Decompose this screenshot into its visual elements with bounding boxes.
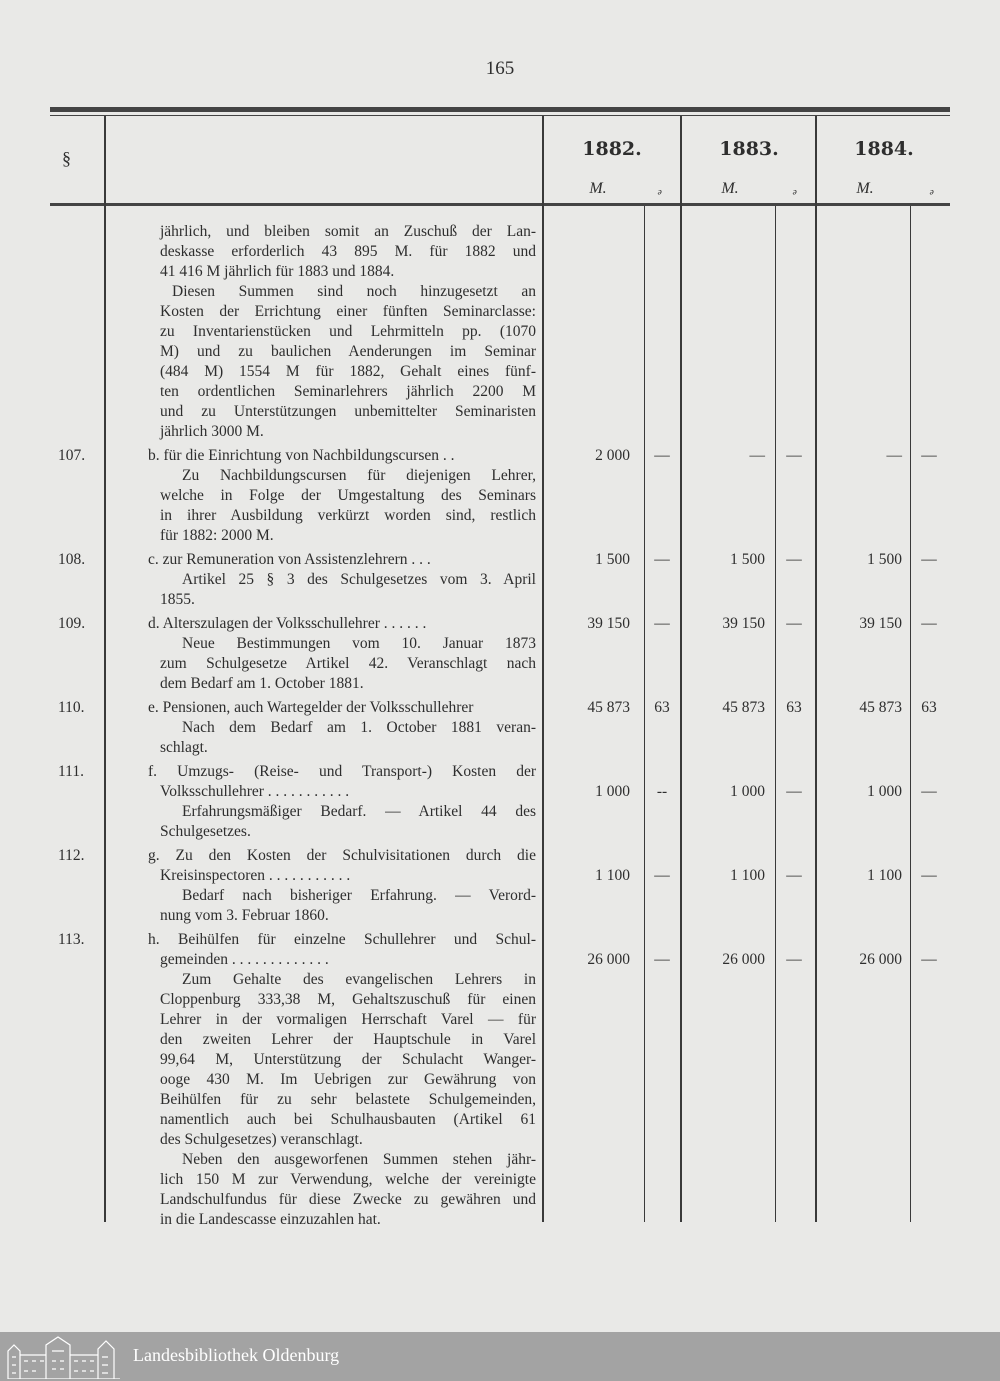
amount-pfennig: — <box>786 783 802 800</box>
note-line: zum Schulgesetze Artikel 42. Veranschlagt nach <box>160 655 536 672</box>
note-line: Erfahrungsmäßiger Bedarf. — Artikel 44 des <box>182 803 536 820</box>
library-name: Landesbibliothek Oldenburg <box>133 1345 340 1365</box>
amount-mark: 26 000 <box>859 951 902 968</box>
note-line: Bedarf nach bisheriger Erfahrung. — Verord- <box>182 887 536 904</box>
amount-mark: 26 000 <box>587 951 630 968</box>
amount-pfennig: — <box>654 951 670 968</box>
amount-mark: — <box>749 447 765 464</box>
amount-pfennig: — <box>921 867 937 884</box>
amount-mark: 45 873 <box>587 699 630 716</box>
column-divider <box>680 116 682 1222</box>
note-line: schlagt. <box>160 739 208 756</box>
amount-pfennig: — <box>786 951 802 968</box>
amount-mark: 45 873 <box>859 699 902 716</box>
text-line: Kosten der Errichtung einer fünften Seminarclasse: <box>160 303 536 320</box>
column-divider <box>542 116 544 1222</box>
section-number: 109. <box>58 615 86 632</box>
section-number: 107. <box>58 447 86 464</box>
text-line: 41 416 M jährlich für 1883 und 1884. <box>160 263 395 280</box>
amount-mark: 39 150 <box>859 615 902 632</box>
text-line: M) und zu baulichen Aenderungen im Seminar <box>160 343 536 360</box>
mark-unit: M. <box>721 180 739 197</box>
item-label-line: c. zur Remuneration von Assistenzlehrern . . . <box>148 551 431 568</box>
text-line: deskasse erforderlich 43 895 M. für 1882 und <box>160 243 536 260</box>
amount-pfennig: — <box>921 615 937 632</box>
note-line: namentlich auch bei Schulhausbauten (Artikel 61 <box>160 1111 536 1128</box>
amount-pfennig: — <box>921 551 937 568</box>
note-line: lich 150 M zur Verwendung, welche der vereinigte <box>160 1171 536 1188</box>
section-number: 113. <box>58 931 85 948</box>
item-label-line: Volksschullehrer . . . . . . . . . . . <box>160 783 350 800</box>
item-label-line: d. Alterszulagen der Volksschullehrer . . . . . . <box>148 615 427 632</box>
note-line: in ihrer Ausbildung verkürzt worden sind, restlich <box>160 507 536 524</box>
amount-pfennig: — <box>921 783 937 800</box>
note-line: Landschulfundus für diese Zwecke zu gewähren und <box>160 1191 536 1208</box>
note-line: Neben den ausgeworfenen Summen stehen jähr- <box>182 1151 536 1168</box>
amount-pfennig: 63 <box>654 699 670 716</box>
page-number: 165 <box>485 58 515 79</box>
note-line: in die Landescasse einzuzahlen hat. <box>160 1211 381 1228</box>
note-line: Lehrer in der vormaligen Herrschaft Varel — für <box>160 1011 536 1028</box>
text-line: jährlich, und bleiben somit an Zuschuß der Lan- <box>160 223 536 240</box>
note-line: für 1882: 2000 M. <box>160 527 274 544</box>
pfennig-unit: ₔ <box>792 180 798 197</box>
item-label-line: h. Beihülfen für einzelne Schullehrer und Schul- <box>148 931 536 948</box>
amount-pfennig: — <box>786 615 802 632</box>
note-line: den zweiten Lehrer der Hauptschule in Varel <box>160 1031 536 1048</box>
section-number: 108. <box>58 551 86 568</box>
section-number: 111. <box>58 763 84 780</box>
amount-mark: 1 100 <box>730 867 765 884</box>
amount-mark: 1 500 <box>595 551 630 568</box>
amount-pfennig: 63 <box>786 699 802 716</box>
mark-unit: M. <box>856 180 874 197</box>
amount-mark: 1 500 <box>867 551 902 568</box>
amount-mark: 39 150 <box>587 615 630 632</box>
note-line: Neue Bestimmungen vom 10. Januar 1873 <box>182 635 536 652</box>
amount-pfennig: 63 <box>921 699 937 716</box>
item-label-line: Kreisinspectoren . . . . . . . . . . . <box>160 867 351 884</box>
note-line: Zum Gehalte des evangelischen Lehrers in <box>182 971 536 988</box>
amount-pfennig: — <box>654 551 670 568</box>
item-label-line: b. für die Einrichtung von Nachbildungscursen . . <box>148 447 455 464</box>
amount-mark: 1 100 <box>595 867 630 884</box>
amount-pfennig: — <box>786 447 802 464</box>
year-1882: 1882. <box>582 138 642 160</box>
item-label-line: gemeinden . . . . . . . . . . . . . <box>160 951 329 968</box>
amount-pfennig: -- <box>656 783 668 800</box>
amount-pfennig: — <box>921 951 937 968</box>
amount-mark: 26 000 <box>722 951 765 968</box>
library-building-logo <box>6 1335 122 1379</box>
footer-bar <box>0 1332 1000 1381</box>
section-number: 112. <box>58 847 85 864</box>
text-line: (484 M) 1554 M für 1882, Gehalt eines fünf- <box>160 363 536 380</box>
pf-divider <box>910 206 911 1222</box>
note-line: Beihülfen für zu sehr belastete Schulgemeinden, <box>160 1091 536 1108</box>
note-line: nung vom 3. Februar 1860. <box>160 907 329 924</box>
top-thick-rule <box>50 107 950 112</box>
note-line: Zu Nachbildungscursen für diejenigen Lehrer, <box>182 467 536 484</box>
note-line: dem Bedarf am 1. October 1881. <box>160 675 364 692</box>
year-1884: 1884. <box>854 138 914 160</box>
text-line: jährlich 3000 M. <box>160 423 264 440</box>
amount-pfennig: — <box>921 447 937 464</box>
note-line: Nach dem Bedarf am 1. October 1881 veran- <box>182 719 536 736</box>
note-line: 99,64 M, Unterstützung der Schulacht Wanger- <box>160 1051 536 1068</box>
amount-mark: 2 000 <box>595 447 630 464</box>
amount-pfennig: — <box>654 447 670 464</box>
amount-mark: 1 100 <box>867 867 902 884</box>
item-label-line: f. Umzugs- (Reise- und Transport-) Kosten der <box>148 763 536 780</box>
note-line: Schulgesetzes. <box>160 823 251 840</box>
section-number: 110. <box>58 699 85 716</box>
amount-mark: 1 000 <box>595 783 630 800</box>
amount-pfennig: — <box>654 867 670 884</box>
text-line: ten ordentlichen Seminarlehrers jährlich 2200 M <box>160 383 536 400</box>
amount-pfennig: — <box>786 551 802 568</box>
column-divider <box>104 116 106 1222</box>
text-line: und zu Unterstützungen unbemittelter Seminaristen <box>160 403 536 420</box>
amount-mark: — <box>886 447 902 464</box>
note-line: ooge 430 M. Im Uebrigen zur Gewährung von <box>160 1071 536 1088</box>
year-1883: 1883. <box>719 138 779 160</box>
pfennig-unit: ₔ <box>929 180 935 197</box>
amount-mark: 45 873 <box>722 699 765 716</box>
text-line: Diesen Summen sind noch hinzugesetzt an <box>172 283 536 300</box>
amount-mark: 1 500 <box>730 551 765 568</box>
pfennig-unit: ₔ <box>657 180 663 197</box>
item-label-line: g. Zu den Kosten der Schulvisitationen durch die <box>148 847 536 864</box>
item-label-line: e. Pensionen, auch Wartegelder der Volksschullehrer <box>148 699 474 716</box>
pf-divider <box>775 206 776 1222</box>
amount-pfennig: — <box>786 867 802 884</box>
note-line: Cloppenburg 333,38 M, Gehaltszuschuß für einen <box>160 991 536 1008</box>
column-divider <box>815 116 817 1222</box>
amount-mark: 1 000 <box>730 783 765 800</box>
mark-unit: M. <box>589 180 607 197</box>
section-header: § <box>62 148 71 168</box>
amount-mark: 1 000 <box>867 783 902 800</box>
note-line: des Schulgesetzes) veranschlagt. <box>160 1131 363 1148</box>
amount-pfennig: — <box>654 615 670 632</box>
note-line: welche in Folge der Umgestaltung des Seminars <box>160 487 536 504</box>
note-line: 1855. <box>160 591 195 608</box>
text-line: zu Inventarienstücken und Lehrmitteln pp. (1070 <box>160 323 536 340</box>
amount-mark: 39 150 <box>722 615 765 632</box>
note-line: Artikel 25 § 3 des Schulgesetzes vom 3. April <box>182 571 536 588</box>
